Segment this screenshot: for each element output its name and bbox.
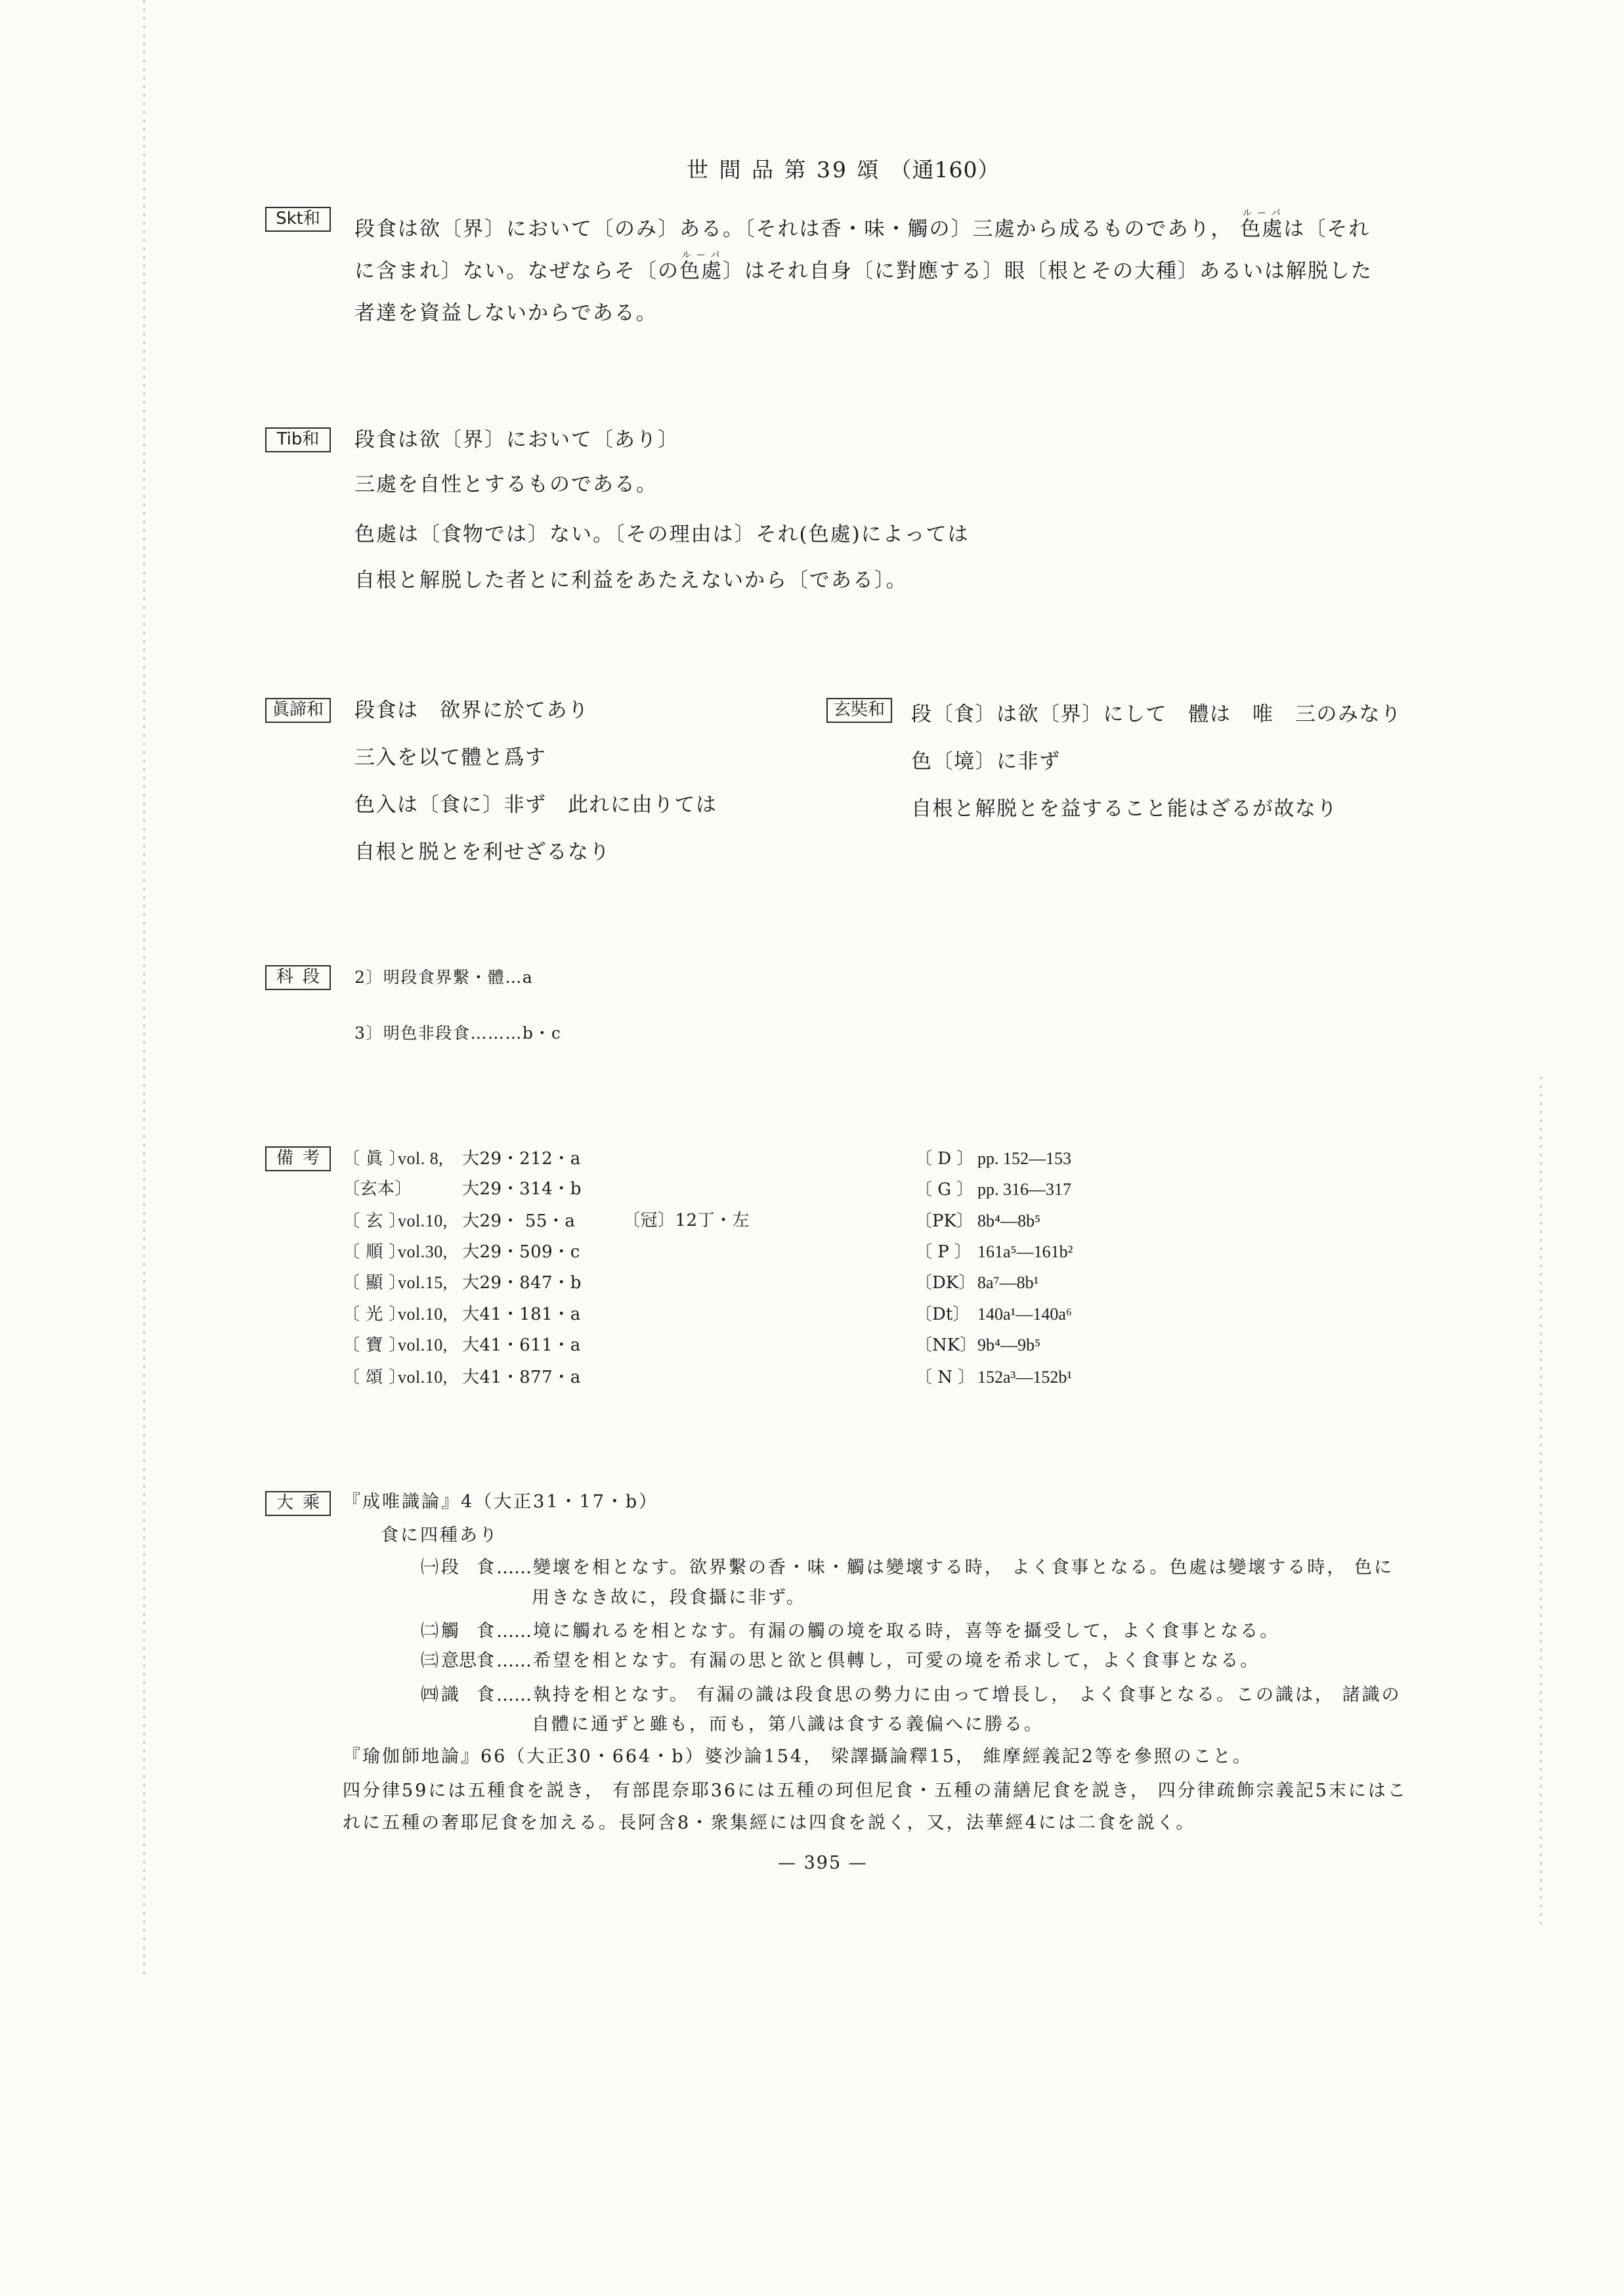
ruby-base: 色處 (1240, 217, 1284, 241)
section-tib (265, 417, 1421, 614)
genjo-line: 色〔境〕に非ず (911, 750, 1061, 773)
item-name: 意思食 (441, 1651, 494, 1671)
section-label-skt: Skt和 (265, 207, 331, 232)
shindai-line: 三入を以て體と爲す (354, 746, 547, 769)
biko-left-row (343, 1362, 581, 1393)
item-text: 希望を相となす。有漏の思と欲と倶轉し，可愛の境を希求して，よく食事となる。 (533, 1651, 1260, 1671)
item-name: 識 食 (441, 1685, 494, 1705)
biko-reference: 8a⁷—8b¹ (977, 1273, 1039, 1292)
item-marker: ㈡ (421, 1621, 438, 1641)
section-label-tib: Tib和 (265, 427, 331, 452)
biko-right-row (915, 1299, 1072, 1330)
biko-reference: 大29・847・b (462, 1273, 582, 1293)
ruby-annotation (679, 250, 723, 283)
biko-left-row (343, 1299, 581, 1330)
item-leader-dots: …… (496, 1557, 532, 1578)
shindai-line: 色入は〔食に〕非ず 此れに由りては (354, 793, 717, 817)
item-text: 境に觸れるを相となす。有漏の觸の境を取る時，喜等を攝受して，よく食事となる。 (533, 1621, 1280, 1641)
biko-reference: 大29・314・b (462, 1179, 582, 1199)
ruby-text: ルーパ (679, 250, 723, 261)
biko-volume: vol. 8, (398, 1149, 444, 1168)
tib-line: 三處を自性とするものである。 (354, 473, 658, 496)
biko-right-row (915, 1174, 1071, 1205)
biko-reference: 大29・ 55・a (462, 1211, 576, 1231)
biko-reference: 大41・611・a (462, 1335, 581, 1355)
biko-tag: 〔 頌 〕 (343, 1368, 407, 1387)
biko-left-row (343, 1174, 582, 1205)
section-skt (265, 204, 1421, 341)
biko-reference: 大29・509・c (462, 1242, 580, 1262)
biko-tag: 〔NK〕 (915, 1335, 977, 1355)
verse-number-note: （通160） (889, 157, 1000, 183)
biko-volume: vol.15, (398, 1273, 448, 1292)
food-type-item (421, 1552, 1394, 1584)
item-leader-dots: …… (496, 1685, 532, 1705)
biko-tag: 〔 寶 〕 (343, 1335, 407, 1355)
daijo-intro: 食に四種あり (381, 1525, 499, 1546)
food-type-item (421, 1679, 1401, 1711)
item-continuation: 自體に通ずと雖も，而も，第八識は食する義偏へに勝る。 (532, 1714, 1044, 1735)
biko-tag: 〔PK〕 (915, 1211, 973, 1231)
item-text: 變壞を相となす。欲界繫の香・味・觸は變壞する時， よく食事となる。色處は變壞する時， 色に (533, 1557, 1394, 1578)
ruby-annotation (1240, 208, 1284, 241)
biko-reference: pp. 152—153 (977, 1149, 1071, 1168)
biko-reference: pp. 316—317 (977, 1180, 1071, 1199)
daijo-source: 『成唯識論』4（大正31・17・b） (343, 1492, 659, 1512)
biko-tag: 〔 P 〕 (915, 1242, 972, 1262)
biko-left-row (343, 1236, 580, 1267)
biko-reference: 152a³—152b¹ (977, 1368, 1073, 1387)
section-label-daijo: 大乘 (265, 1491, 331, 1516)
biko-tag: 〔 眞 〕 (343, 1149, 407, 1169)
section-shindai (265, 687, 803, 884)
ruby-text: ルーパ (1240, 208, 1284, 219)
biko-left-row (343, 1330, 581, 1360)
item-leader-dots: …… (496, 1621, 532, 1641)
biko-reference: 140a¹—140a⁶ (977, 1305, 1072, 1324)
biko-volume: vol.30, (398, 1242, 448, 1261)
biko-left-row (343, 1143, 581, 1174)
shindai-line: 段食は 欲界に於てあり (354, 699, 589, 722)
skt-line: 者達を資益しないからである。 (354, 301, 658, 325)
tib-line: 色處は〔食物では〕ない。〔その理由は〕それ(色處)によっては (354, 523, 970, 546)
ruby-base: 色處 (679, 259, 723, 283)
biko-reference: 大41・181・a (462, 1305, 581, 1324)
item-text: 執持を相となす。 有漏の識は段食思の勢力に由って增長し， よく食事となる。この識は， 諸識の (533, 1685, 1401, 1705)
biko-extra-reference: 〔冠〕12丁・左 (623, 1211, 750, 1230)
biko-right-row (915, 1205, 1040, 1236)
item-marker: ㈠ (421, 1557, 438, 1578)
section-label-biko: 備考 (265, 1146, 331, 1171)
kadan-line: 3〕明色非段食………b・c (354, 1024, 562, 1043)
biko-right-row (915, 1362, 1072, 1393)
biko-tag: 〔 D 〕 (915, 1149, 974, 1169)
biko-right-row (915, 1236, 1073, 1267)
biko-tag: 〔 光 〕 (343, 1305, 407, 1324)
section-biko (265, 1143, 1447, 1399)
section-genjo (826, 687, 1417, 884)
scan-margin-mark (1540, 1077, 1542, 1930)
biko-right-row (915, 1330, 1040, 1360)
item-marker: ㈣ (421, 1685, 438, 1705)
biko-tag: 〔玄本〕 (343, 1179, 413, 1199)
biko-reference: 大29・212・a (462, 1149, 581, 1169)
biko-reference: 161a⁵—161b² (977, 1242, 1073, 1261)
tib-line: 段食は欲〔界〕において〔あり〕 (354, 428, 679, 452)
scan-margin-mark (143, 0, 145, 1976)
shindai-line: 自根と脱とを利せざるなり (354, 840, 610, 864)
section-label-shindai: 眞諦和 (265, 698, 331, 723)
biko-tag: 〔Dt〕 (915, 1305, 970, 1324)
page-number: — 395 — (778, 1853, 868, 1873)
section-label-genjo: 玄奘和 (826, 698, 892, 723)
item-leader-dots: …… (496, 1651, 532, 1671)
biko-reference: 8b⁴—8b⁵ (977, 1211, 1041, 1230)
daijo-note: 『瑜伽師地論』66（大正30・664・b）婆沙論154， 梁譯攝論釋15， 維摩經義記2等を參照のこと。 (343, 1746, 1252, 1767)
skt-line (354, 250, 1373, 292)
item-name: 觸 食 (441, 1621, 494, 1641)
biko-tag: 〔 顯 〕 (343, 1273, 407, 1293)
text-run: に含まれ〕ない。なぜならそ〔の (354, 259, 679, 283)
text-run: は〔それ (1283, 217, 1371, 241)
item-name: 段 食 (441, 1557, 494, 1578)
skt-line (354, 208, 1370, 250)
daijo-note: 四分律59には五種食を説き， 有部毘奈耶36には五種の珂但尼食・五種の蒲繕尼食を説き， 四分律疏飾宗義記5末にはこ (343, 1781, 1407, 1801)
biko-tag: 〔 順 〕 (343, 1242, 407, 1262)
biko-volume: vol.10, (398, 1335, 448, 1354)
food-type-item (421, 1645, 1260, 1677)
verse-title: 世 間 品 第 39 頌 (687, 157, 881, 183)
biko-tag: 〔DK〕 (915, 1273, 976, 1293)
item-marker: ㈢ (421, 1651, 438, 1671)
item-continuation: 用きなき故に，段食攝に非ず。 (532, 1588, 806, 1608)
section-daijo (265, 1486, 1447, 1841)
biko-reference: 大41・877・a (462, 1368, 581, 1387)
biko-reference: 9b⁴—9b⁵ (977, 1335, 1041, 1354)
daijo-note: れに五種の奢耶尼食を加える。長阿含8・衆集經には四食を説く，又，法華經4には二食を説く。 (343, 1813, 1196, 1833)
text-run: 段食は欲〔界〕において〔のみ〕ある。〔それは香・味・觸の〕三處から成るものであり， (354, 217, 1241, 241)
page-header (687, 156, 1000, 184)
biko-tag: 〔 G 〕 (915, 1180, 974, 1200)
text-run: 〕はそれ自身〔に對應する〕眼〔根とその大種〕あるいは解脱した (723, 259, 1373, 283)
biko-volume: vol.10, (398, 1368, 448, 1387)
section-kadan (265, 959, 856, 1051)
section-label-kadan: 科段 (265, 965, 331, 990)
kadan-line: 2〕明段食界繫・體…a (354, 968, 534, 987)
food-type-item (421, 1616, 1279, 1647)
genjo-line: 段〔食〕は欲〔界〕にして 體は 唯 三のみなり (911, 703, 1402, 726)
biko-right-row (915, 1267, 1038, 1298)
genjo-line: 自根と解脱とを益すること能はざるが故なり (911, 797, 1338, 821)
biko-volume: vol.10, (398, 1211, 448, 1230)
biko-left-row (343, 1205, 750, 1236)
biko-volume: vol.10, (398, 1305, 448, 1324)
biko-right-row (915, 1143, 1071, 1174)
biko-left-row (343, 1267, 582, 1298)
biko-tag: 〔 N 〕 (915, 1368, 975, 1387)
biko-tag: 〔 玄 〕 (343, 1211, 407, 1231)
tib-line: 自根と解脱した者とに利益をあたえないから〔である〕。 (354, 569, 908, 592)
